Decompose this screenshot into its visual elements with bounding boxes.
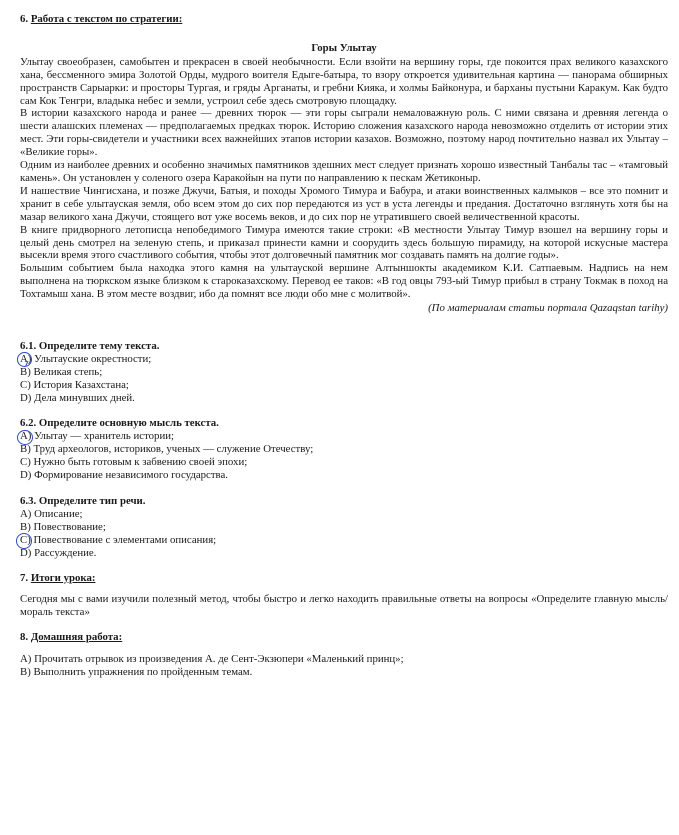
text-paragraph-6: Большим событием была находка этого камня на улытауской вершине Алтыншокты академиком К.И. Сатпаевым. Надпись на нем выполнена на тюркском языке близком к староказахскому. Перевод ее таков: «В год овцы 793-ый Тимур прибыл в страну Токмак в поход на Тохтамыш хана. В этом месте воздвиг, ибо да помнят все люди обо мне с молитвой». xyxy=(20,262,668,301)
question-title: 6.3. Определите тип речи. xyxy=(20,495,146,507)
question-6-2 xyxy=(20,417,668,482)
worksheet-page xyxy=(20,13,668,679)
section-6-number: 6. xyxy=(20,13,29,25)
question-option-c: C) История Казахстана; xyxy=(20,378,129,391)
section-8-title: Домашняя работа: xyxy=(30,631,123,644)
section-6-title: Работа с текстом по стратегии: xyxy=(30,13,183,25)
question-option-d: D) Формирование независимого государства. xyxy=(20,469,228,482)
question-6-3 xyxy=(20,495,668,560)
question-option-text: B) Великая степь; xyxy=(20,365,103,378)
question-option-b xyxy=(20,366,668,379)
text-paragraph-2: В истории казахского народа и ранее — древних тюрок — эти горы сыграли немаловажную роль. С ними связана и древняя легенда о шести алашских племенах — предполагаемых предках тюрок. Историю сложения казахского народа невозможно отделить от истории этих мест. Эти горы-свидетели и участники всех важнейших этапов истории казахов. Возможно, поэтому народ почтительно назвал их Улытау – «Великие горы». xyxy=(20,107,668,159)
text-paragraph-4: И нашествие Чингисхана, и позже Джучи, Батыя, и походы Хромого Тимура и Бабура, и атаки воинственных калмыков – все это помнит и хранит в себе улытауская земля, обо всем этом до сих пор передаются из уст в уста легенды и предания. Достаточно взглянуть хотя бы на мазар великого хана Джучи, стоящего вот уже восемь веков, и до сих пор не утратившего своей величественной красоты. xyxy=(20,184,668,223)
question-option-text: C) Повествование с элементами описания; xyxy=(20,533,217,546)
text-paragraph-5: В книге придворного летописца непобедимого Тимура имеются такие строки: «В местности Улытау Тимур взошел на вершину горы и целый день смотрел на зеленую степь, и приказал принести камни и соорудить здесь большую пирамиду, на которой искусные мастера высекли время этого счастливого события, чтобы этот долговечный памятник мог создавать память на долгие годы». xyxy=(20,223,668,262)
question-option-a: A) Описание; xyxy=(20,507,83,520)
question-option-a xyxy=(20,430,668,443)
question-title: 6.2. Определите основную мысль текста. xyxy=(20,417,219,430)
text-title: Горы Улытау xyxy=(311,41,377,54)
question-option-text: A) Улытау — хранитель истории; xyxy=(20,430,175,443)
question-option-a xyxy=(20,353,668,366)
question-title: 6.1. Определите тему текста. xyxy=(20,339,160,352)
question-option-text: A) Улытауские окрестности; xyxy=(20,352,152,365)
text-paragraph-3: Одним из наиболее древних и особенно значимых памятников здешних мест следует признать хорошо известный Танбалы тас – «тамговый камень». Он установлен у соленого озера Каракойын на пути по направлению к пескам Жетиконыр. xyxy=(20,159,668,184)
section-7-number: 7. xyxy=(20,571,29,584)
question-option-c: C) Нужно быть готовым к забвению своей эпохи; xyxy=(20,456,248,469)
text-paragraph-1: Улытау своеобразен, самобытен и прекрасен в своей необычности. Если взойти на вершину горы, где покоится прах великого казахского хана, бессменного эмира Золотой Орды, мудрого воителя Едыге-батыра, то взору откроется удивительная картина — панорама обширных пространств Сарыарки: и просторы Тургая, и гряды Арганаты, и гребни Кияка, и холмы Байконура, и барханы пустыни Каракум. Как будто сам Кок Тенгри, владыка небес и земли, устроил себе здесь смотровую площадку. xyxy=(20,55,668,107)
question-option-c xyxy=(20,534,668,547)
homework-item-b: B) Выполнить упражнения по пройденным темам. xyxy=(20,666,253,679)
section-7 xyxy=(20,572,668,620)
homework-item-a: A) Прочитать отрывок из произведения А. де Сент-Экзюпери «Маленький принц»; xyxy=(20,653,404,666)
text-source: (По материалам статьи портала Qazaqstan tarihy) xyxy=(428,302,668,315)
section-8-heading xyxy=(20,631,668,644)
question-6-1 xyxy=(20,340,668,405)
section-7-heading xyxy=(20,572,668,585)
question-option-d: D) Рассуждение. xyxy=(20,546,97,559)
section-7-body: Сегодня мы с вами изучили полезный метод, чтобы быстро и легко находить правильные ответы на вопросы «Определите главную мысль/мораль текста» xyxy=(20,593,668,619)
section-7-title: Итоги урока: xyxy=(30,571,96,584)
section-6-heading xyxy=(20,13,668,26)
section-8-number: 8. xyxy=(20,631,29,644)
question-option-d: D) Дела минувших дней. xyxy=(20,391,135,404)
section-8 xyxy=(20,631,668,679)
question-option-b: B) Повествование; xyxy=(20,520,106,533)
question-option-b: B) Труд археологов, историков, ученых — служение Отечеству; xyxy=(20,443,314,456)
